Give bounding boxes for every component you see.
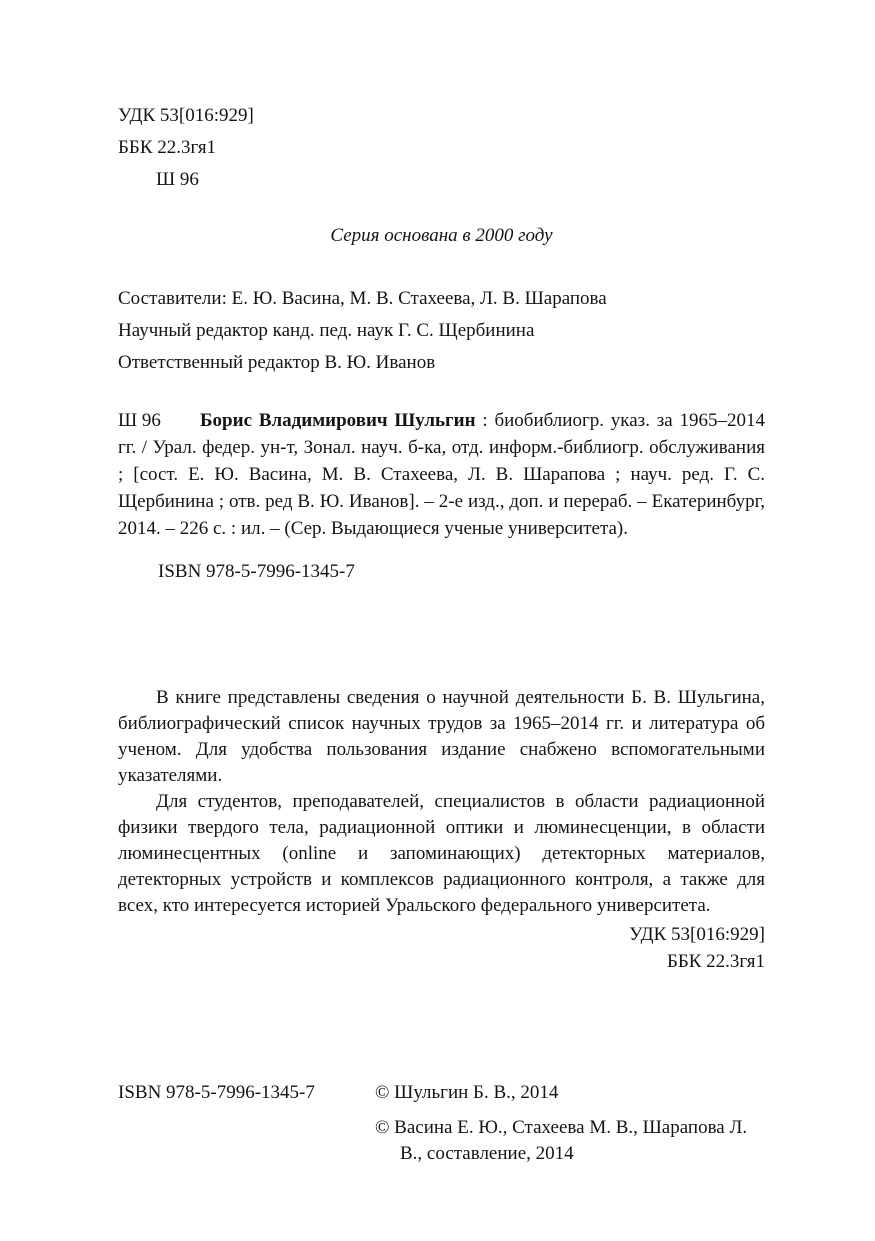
copyright-notices bbox=[375, 1080, 765, 1167]
top-bibliographic-codes bbox=[118, 100, 765, 196]
author-shifr-top: Ш 96 bbox=[156, 169, 199, 190]
responsible-editor-line: Ответственный редактор В. Ю. Иванов bbox=[118, 352, 436, 373]
udk-code-bottom: УДК 53[016:929] bbox=[629, 924, 765, 945]
annotation-paragraph-1: В книге представлены сведения о научной деятельности Б. В. Шульгина, библиографический список научных трудов за 1965–2014 гг. и литература об ученом. Для удобства пользования издание снабжено вспомогательными указателями. bbox=[118, 687, 765, 786]
catalog-entry bbox=[118, 407, 765, 542]
catalog-entry-title: Борис Владимирович Шульгин bbox=[200, 410, 476, 431]
editors-block bbox=[118, 283, 765, 379]
annotation-block bbox=[118, 685, 765, 919]
science-editor-line: Научный редактор канд. пед. наук Г. С. Щербинина bbox=[118, 320, 535, 341]
udk-code-top: УДК 53[016:929] bbox=[118, 105, 254, 126]
footer-copyright-block bbox=[118, 1080, 765, 1167]
annotation-paragraph-2: Для студентов, преподавателей, специалистов в области радиационной физики твердого тела, радиационной оптики и люминесценции, в области люминесцентных (online и запоминающих) детекторных материалов, детекторных устройств и комплексов радиационного контроля, а также для всех, кто интересуется историей Уральского федерального университета. bbox=[118, 791, 765, 916]
compilers-line: Составители: Е. Ю. Васина, М. В. Стахеева, Л. В. Шарапова bbox=[118, 288, 607, 309]
catalog-entry-description: : биобиблиогр. указ. за 1965–2014 гг. / Урал. федер. ун-т, Зонал. науч. б-ка, отд. информ.-библиогр. обслуживания ; [сост. Е. Ю. Васина, М. В. Стахеева, Л. В. Шарапова ; науч. ред. Г. С. Щербинина ; отв. ред В. Ю. Иванов]. – 2-е изд., доп. и перераб. – Екатеринбург, 2014. – 226 с. : ил. – (Сер. Выдающиеся ученые университета). bbox=[118, 410, 765, 539]
isbn-catalog: ISBN 978-5-7996-1345-7 bbox=[158, 561, 355, 582]
author-shifr-entry: Ш 96 bbox=[118, 410, 161, 431]
bottom-bibliographic-codes bbox=[118, 921, 765, 975]
series-note: Серия основана в 2000 году bbox=[330, 225, 553, 246]
copyright-compilers: © Васина Е. Ю., Стахеева М. В., Шарапова Л. В., составление, 2014 bbox=[375, 1117, 748, 1164]
isbn-bottom: ISBN 978-5-7996-1345-7 bbox=[118, 1082, 315, 1103]
bbk-code-bottom: ББК 22.3гя1 bbox=[666, 951, 765, 972]
copyright-author: © Шульгин Б. В., 2014 bbox=[375, 1082, 559, 1103]
bbk-code-top: ББК 22.3гя1 bbox=[118, 137, 217, 158]
